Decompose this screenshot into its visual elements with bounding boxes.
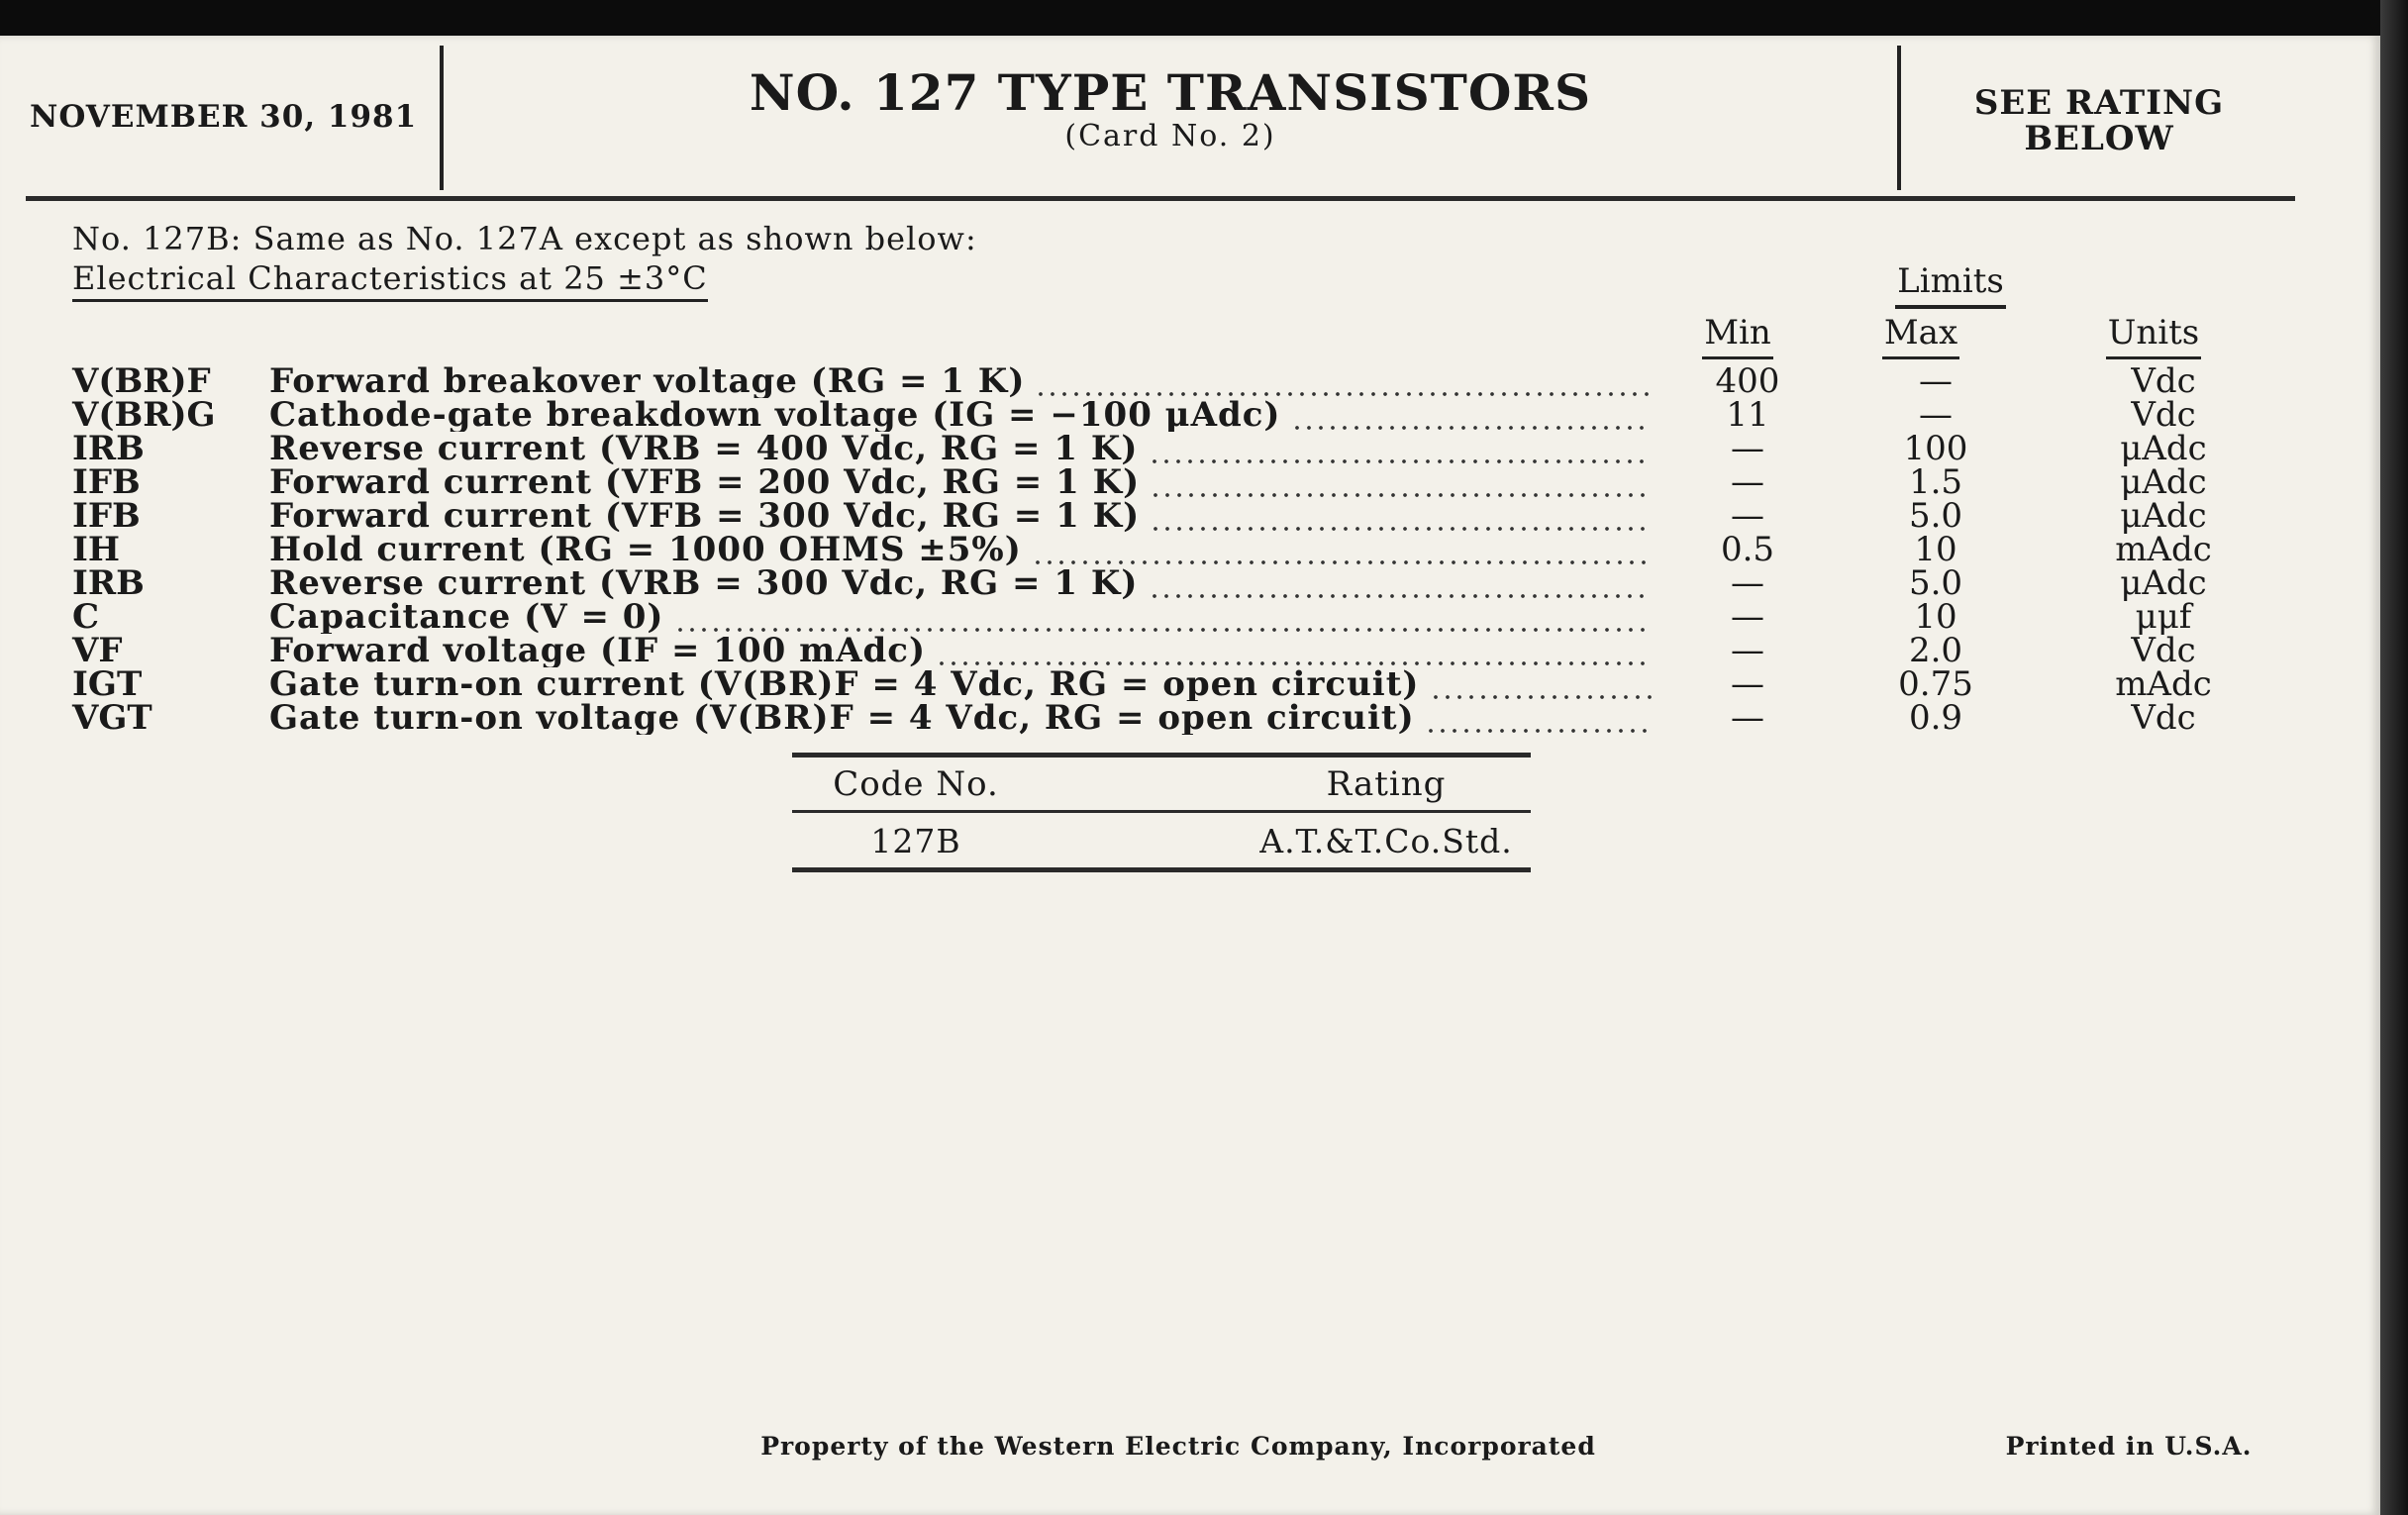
row-max: 2.0 xyxy=(1908,631,1963,670)
code-table-top-rule xyxy=(792,753,1531,758)
rating-note-line2: BELOW xyxy=(2024,119,2174,158)
row-units: Vdc xyxy=(2131,698,2196,738)
parameter-text: Forward voltage (IF = 100 mAdc) xyxy=(269,634,927,667)
rating-note-line1: SEE RATING xyxy=(1973,83,2225,123)
row-symbol: C xyxy=(72,597,100,637)
min-header xyxy=(1683,313,1792,359)
row-max: 0.75 xyxy=(1898,664,1973,704)
row-symbol: V(BR)G xyxy=(72,395,216,435)
row-symbol: VGT xyxy=(72,698,152,738)
row-min: — xyxy=(1731,664,1764,704)
row-min: 11 xyxy=(1726,395,1769,435)
table-row xyxy=(0,597,2380,637)
card-number: (Card No. 2) xyxy=(1064,119,1276,153)
table-row xyxy=(0,361,2380,401)
code-table-header-rule xyxy=(792,810,1531,813)
property-notice: Property of the Western Electric Company, Incorporated xyxy=(760,1432,1596,1461)
row-max: 1.5 xyxy=(1908,462,1963,502)
dot-leader xyxy=(1291,398,1652,432)
header-date: NOVEMBER 30, 1981 xyxy=(30,99,418,135)
table-row xyxy=(0,631,2380,670)
row-parameter xyxy=(269,533,1652,566)
row-symbol: IGT xyxy=(72,664,143,704)
row-units: mAdc xyxy=(2115,664,2212,704)
dot-leader xyxy=(1149,432,1653,465)
table-row xyxy=(0,698,2380,738)
code-table-bottom-rule xyxy=(792,867,1531,872)
dot-leader xyxy=(1149,566,1653,600)
rating-note xyxy=(1901,85,2297,156)
parameter-text: Reverse current (VRB = 300 Vdc, RG = 1 K) xyxy=(269,566,1139,600)
row-parameter xyxy=(269,566,1652,600)
parameter-text: Capacitance (V = 0) xyxy=(269,600,664,634)
row-symbol: VF xyxy=(72,631,123,670)
limits-header xyxy=(1891,261,2010,309)
parameter-text: Gate turn-on current (V(BR)F = 4 Vdc, RG = open circuit) xyxy=(269,667,1420,701)
table-row xyxy=(0,395,2380,435)
row-min: 400 xyxy=(1715,361,1780,401)
row-max: 5.0 xyxy=(1908,496,1963,536)
row-min: — xyxy=(1731,698,1764,738)
printed-notice: Printed in U.S.A. xyxy=(2005,1432,2253,1461)
row-parameter xyxy=(269,465,1652,499)
table-row xyxy=(0,563,2380,603)
row-units: μAdc xyxy=(2120,563,2207,603)
rating-value: A.T.&T.Co.Std. xyxy=(1259,822,1513,860)
table-row xyxy=(0,462,2380,502)
row-units: μAdc xyxy=(2120,496,2207,536)
parameter-text: Forward breakover voltage (RG = 1 K) xyxy=(269,364,1026,398)
dot-leader xyxy=(674,600,1652,634)
row-units: Vdc xyxy=(2131,361,2196,401)
characteristics-heading: Electrical Characteristics at 25 ±3°C xyxy=(72,259,708,302)
code-number: 127B xyxy=(870,822,961,860)
row-parameter xyxy=(269,432,1652,465)
row-max: — xyxy=(1919,395,1953,435)
dot-leader xyxy=(1150,465,1652,499)
spec-card xyxy=(0,36,2380,1515)
row-parameter xyxy=(269,600,1652,634)
row-parameter xyxy=(269,667,1652,701)
table-row xyxy=(0,429,2380,468)
dot-leader xyxy=(936,634,1652,667)
dot-leader xyxy=(1430,667,1653,701)
units-label: Units xyxy=(2106,313,2202,359)
row-min: — xyxy=(1731,597,1764,637)
units-header xyxy=(2089,313,2218,359)
parameter-text: Gate turn-on voltage (V(BR)F = 4 Vdc, RG = open circuit) xyxy=(269,701,1415,735)
row-parameter xyxy=(269,398,1652,432)
max-header xyxy=(1861,313,1980,359)
row-min: — xyxy=(1731,563,1764,603)
dot-leader xyxy=(1035,364,1652,398)
parameter-text: Reverse current (VRB = 400 Vdc, RG = 1 K) xyxy=(269,432,1139,465)
max-label: Max xyxy=(1882,313,1959,359)
dot-leader xyxy=(1032,533,1652,566)
dot-leader xyxy=(1425,701,1652,735)
parameter-text: Hold current (RG = 1000 OHMS ±5%) xyxy=(269,533,1022,566)
row-min: — xyxy=(1731,496,1764,536)
table-row xyxy=(0,496,2380,536)
table-row xyxy=(0,530,2380,569)
row-parameter xyxy=(269,634,1652,667)
row-symbol: IFB xyxy=(72,462,141,502)
page-title: NO. 127 TYPE TRANSISTORS xyxy=(749,63,1592,122)
row-units: μμf xyxy=(2135,597,2192,637)
row-units: μAdc xyxy=(2120,429,2207,468)
row-max: 100 xyxy=(1903,429,1968,468)
row-parameter xyxy=(269,701,1652,735)
dot-leader xyxy=(1150,499,1652,533)
min-label: Min xyxy=(1702,313,1773,359)
row-max: — xyxy=(1919,361,1953,401)
row-max: 10 xyxy=(1914,530,1957,569)
row-units: mAdc xyxy=(2115,530,2212,569)
row-parameter xyxy=(269,364,1652,398)
row-min: — xyxy=(1731,631,1764,670)
parameter-text: Forward current (VFB = 300 Vdc, RG = 1 K) xyxy=(269,499,1141,533)
row-max: 5.0 xyxy=(1908,563,1963,603)
card-edge-shadow xyxy=(2380,0,2408,1515)
row-parameter xyxy=(269,499,1652,533)
row-symbol: IFB xyxy=(72,496,141,536)
row-min: — xyxy=(1731,429,1764,468)
row-units: Vdc xyxy=(2131,395,2196,435)
row-max: 10 xyxy=(1914,597,1957,637)
header-rule xyxy=(26,196,2295,201)
row-min: — xyxy=(1731,462,1764,502)
code-number-header: Code No. xyxy=(833,764,999,804)
parameter-text: Cathode-gate breakdown voltage (IG = −100 μAdc) xyxy=(269,398,1281,432)
row-min: 0.5 xyxy=(1720,530,1775,569)
row-symbol: V(BR)F xyxy=(72,361,211,401)
parameter-text: Forward current (VFB = 200 Vdc, RG = 1 K) xyxy=(269,465,1141,499)
row-symbol: IRB xyxy=(72,429,145,468)
intro-text: No. 127B: Same as No. 127A except as shown below: xyxy=(72,220,977,257)
limits-label: Limits xyxy=(1895,261,2006,309)
row-units: μAdc xyxy=(2120,462,2207,502)
row-max: 0.9 xyxy=(1908,698,1963,738)
row-symbol: IH xyxy=(72,530,121,569)
row-units: Vdc xyxy=(2131,631,2196,670)
rating-header: Rating xyxy=(1326,764,1447,804)
row-symbol: IRB xyxy=(72,563,145,603)
table-row xyxy=(0,664,2380,704)
